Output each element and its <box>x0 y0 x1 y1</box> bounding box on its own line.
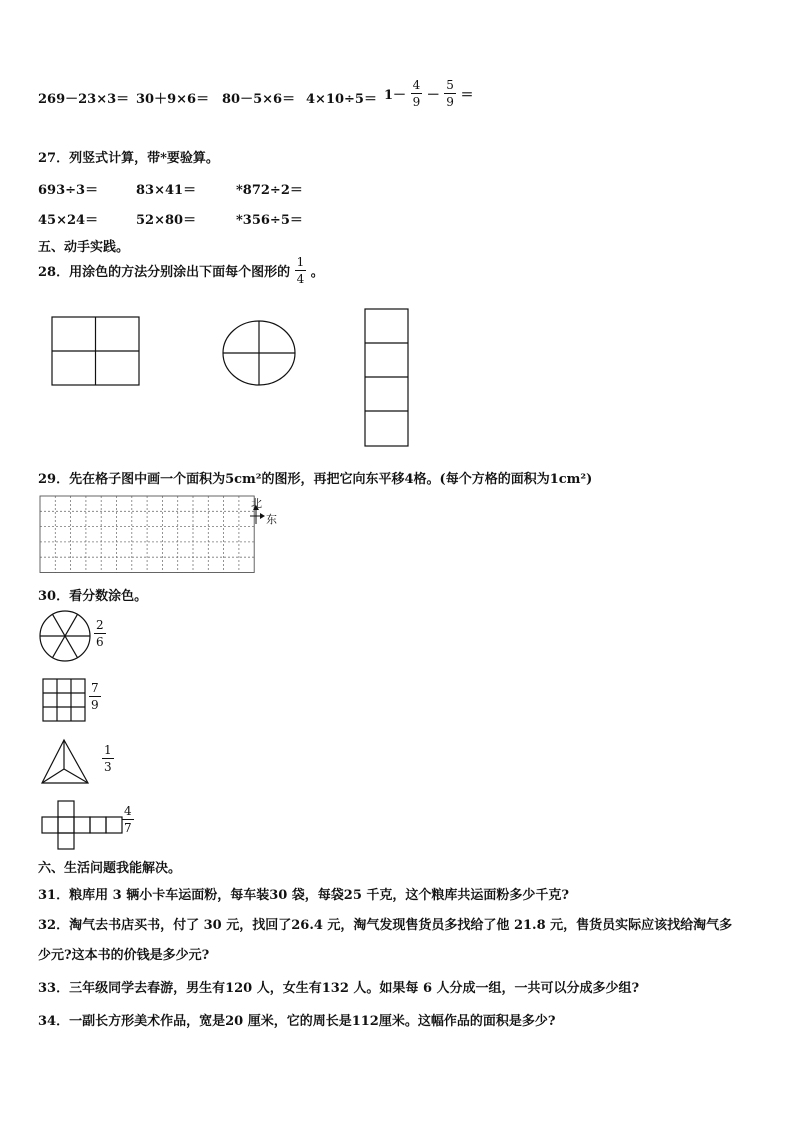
compass-north-label: 北 <box>251 497 262 510</box>
fraction-4-9: $\frac{4}{9}$ <box>412 78 421 109</box>
mental-item-1: 269－23×3＝ <box>38 92 130 107</box>
q30-title: 30．看分数涂色。 <box>38 589 148 604</box>
fraction-5-9: $\frac{5}{9}$ <box>446 78 454 109</box>
q27-item-5: 52×80＝ <box>136 213 197 228</box>
triangle-three-parts <box>42 740 88 783</box>
mental-item-2: 30＋9×6＝ <box>136 92 210 107</box>
mental-item-fraction: 1－ $\frac{4}{9}$ － $\frac{5}{9}$ ＝ <box>384 78 474 109</box>
mental-item-3: 80－5×6＝ <box>222 92 296 107</box>
q32-question-line2: 少元?这本书的价钱是多少元? <box>38 948 210 963</box>
q29-question: 29．先在格子图中画一个面积为5cm²的图形，再把它向东平移4格。(每个方格的面积为1cm²) <box>38 472 593 487</box>
q27-item-1: 693÷3＝ <box>38 183 99 198</box>
q32-question-line1: 32．淘气去书店买书，付了 30 元，找回了26.4 元，淘气发现售货员多找给了他 21.8 元，售货员实际应该找给淘气多 <box>38 918 733 933</box>
q31-question: 31．粮库用 3 辆小卡车运面粉，每车装30 袋，每袋25 千克，这个粮库共运面粉多少千克? <box>38 888 570 903</box>
compass-east-label: 东 <box>266 513 277 526</box>
mental-item-4: 4×10÷5＝ <box>306 92 377 107</box>
q27-item-6: *356÷5＝ <box>236 213 303 228</box>
q30-fraction-circle: $\frac{2}{6}$ <box>96 618 104 649</box>
circle-six-parts <box>40 611 90 661</box>
q30-fraction-triangle: $\frac{1}{3}$ <box>104 743 112 774</box>
q33-question: 33．三年级同学去春游，男生有120 人，女生有132 人。如果每 6 人分成一组，一共可以分成多少组? <box>38 981 640 996</box>
cross-net-seven-parts <box>42 801 122 849</box>
fraction-1-4: $\frac{1}{4}$ <box>296 255 305 286</box>
q27-item-4: 45×24＝ <box>38 213 99 228</box>
section-six-heading: 六、生活问题我能解决。 <box>38 861 182 876</box>
square-nine-parts <box>43 679 85 721</box>
q34-question: 34．一副长方形美术作品，宽是20 厘米，它的周长是112厘米。这幅作品的面积是多少? <box>38 1014 556 1029</box>
q28-question: 28．用涂色的方法分别涂出下面每个图形的 $\frac{1}{4}$ 。 <box>38 255 324 286</box>
q27-title: 27．列竖式计算，带*要验算。 <box>38 151 219 166</box>
q30-fraction-cross: $\frac{4}{7}$ <box>124 804 132 835</box>
q27-item-3: *872÷2＝ <box>236 183 303 198</box>
q30-fraction-square: $\frac{7}{9}$ <box>91 681 99 712</box>
q27-item-2: 83×41＝ <box>136 183 197 198</box>
section-five-heading: 五、动手实践。 <box>38 240 130 255</box>
